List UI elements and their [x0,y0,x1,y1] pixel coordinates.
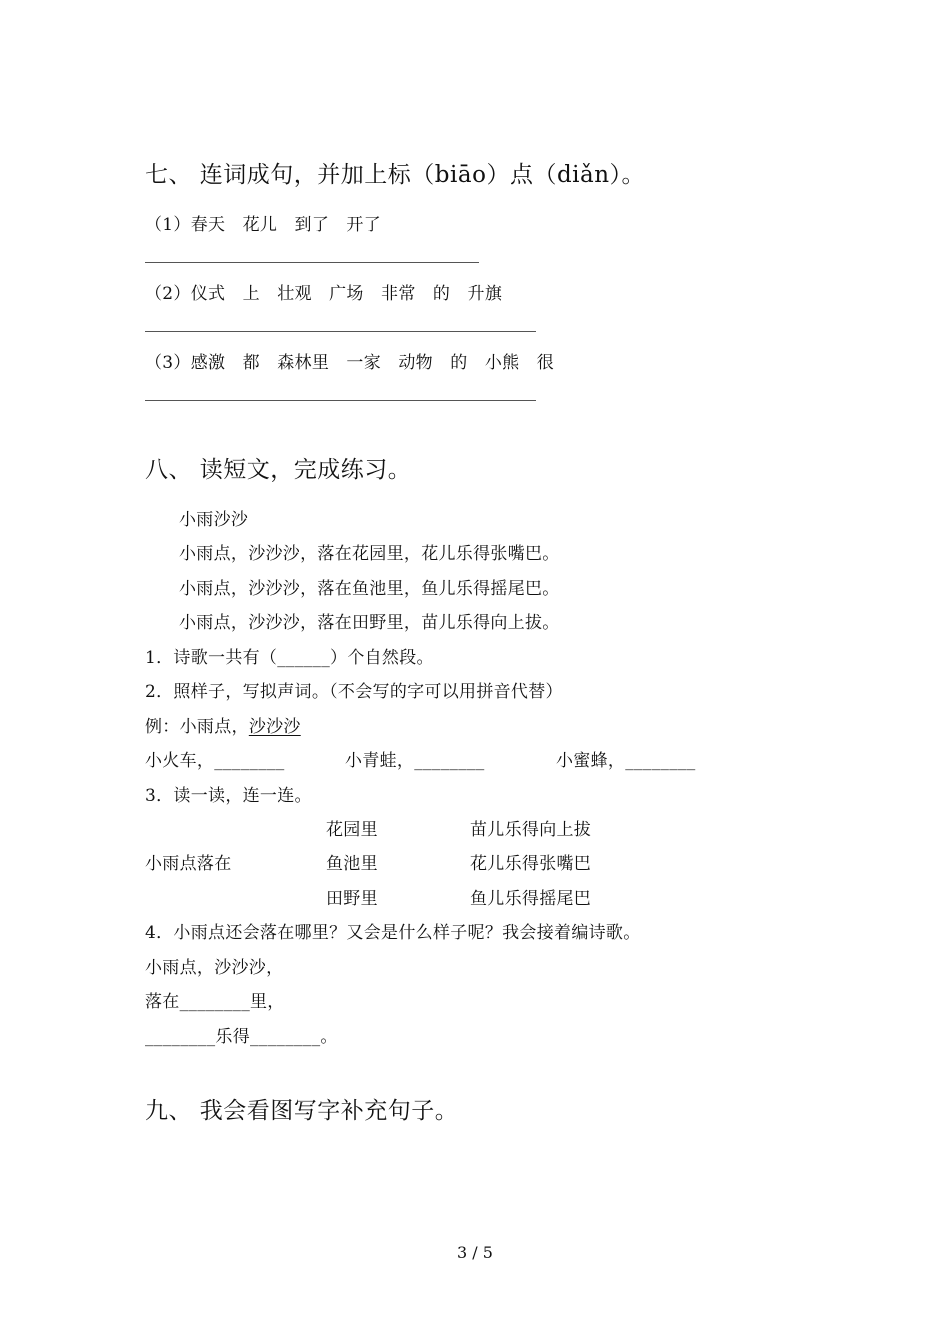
example-line [145,712,301,737]
sec8-question-1: 1．诗歌一共有（______）个自然段。 [145,648,434,668]
match-right-1[interactable]: 苗儿乐得向上拔 [470,820,592,840]
fill-bee[interactable]: 小蜜蜂，________ [556,751,696,771]
match-mid-3[interactable]: 田野里 [326,889,378,909]
match-left[interactable]: 小雨点落在 [145,854,232,874]
match-mid-2[interactable]: 鱼池里 [326,854,378,874]
example-word: 沙沙沙 [248,717,301,737]
sec8-question-2: 2．照样子，写拟声词。（不会写的字可以用拼音代替） [145,682,563,702]
sec7-answer-line-2[interactable] [145,331,536,332]
match-mid-1[interactable]: 花园里 [326,820,378,840]
example-prefix: 例：小雨点， [145,717,249,737]
section-9-title: 九、 我会看图写字补充句子。 [145,1098,459,1124]
match-right-2[interactable]: 花儿乐得张嘴巴 [470,854,592,874]
sec7-answer-line-3[interactable] [145,400,536,401]
sec8-question-3: 3．读一读，连一连。 [145,786,312,806]
write-line-1: 小雨点，沙沙沙， [145,958,284,978]
fill-frog[interactable]: 小青蛙，________ [345,751,485,771]
fill-train[interactable]: 小火车，________ [145,751,285,771]
sec7-question-3: （3）感激 都 森林里 一家 动物 的 小熊 很 [145,353,555,373]
poem-line-3: 小雨点，沙沙沙，落在田野里，苗儿乐得向上拔。 [179,613,560,633]
section-7-title: 七、 连词成句，并加上标（biāo）点（diǎn）。 [145,162,646,188]
section-8-title: 八、 读短文，完成练习。 [145,457,412,483]
poem-line-1: 小雨点，沙沙沙，落在花园里，花儿乐得张嘴巴。 [179,544,560,564]
sec7-answer-line-1[interactable] [145,262,479,263]
poem-line-2: 小雨点，沙沙沙，落在鱼池里，鱼儿乐得摇尾巴。 [179,579,560,599]
page-number: 3 / 5 [457,1243,493,1262]
sec7-question-1: （1）春天 花儿 到了 开了 [145,215,382,235]
poem-title: 小雨沙沙 [179,510,249,530]
write-line-3[interactable]: ________乐得________。 [145,1027,338,1047]
write-line-2[interactable]: 落在________里， [145,992,285,1012]
match-right-3[interactable]: 鱼儿乐得摇尾巴 [470,889,592,909]
sec7-question-2: （2）仪式 上 壮观 广场 非常 的 升旗 [145,284,503,304]
sec8-question-4: 4．小雨点还会落在哪里？又会是什么样子呢？我会接着编诗歌。 [145,923,641,943]
